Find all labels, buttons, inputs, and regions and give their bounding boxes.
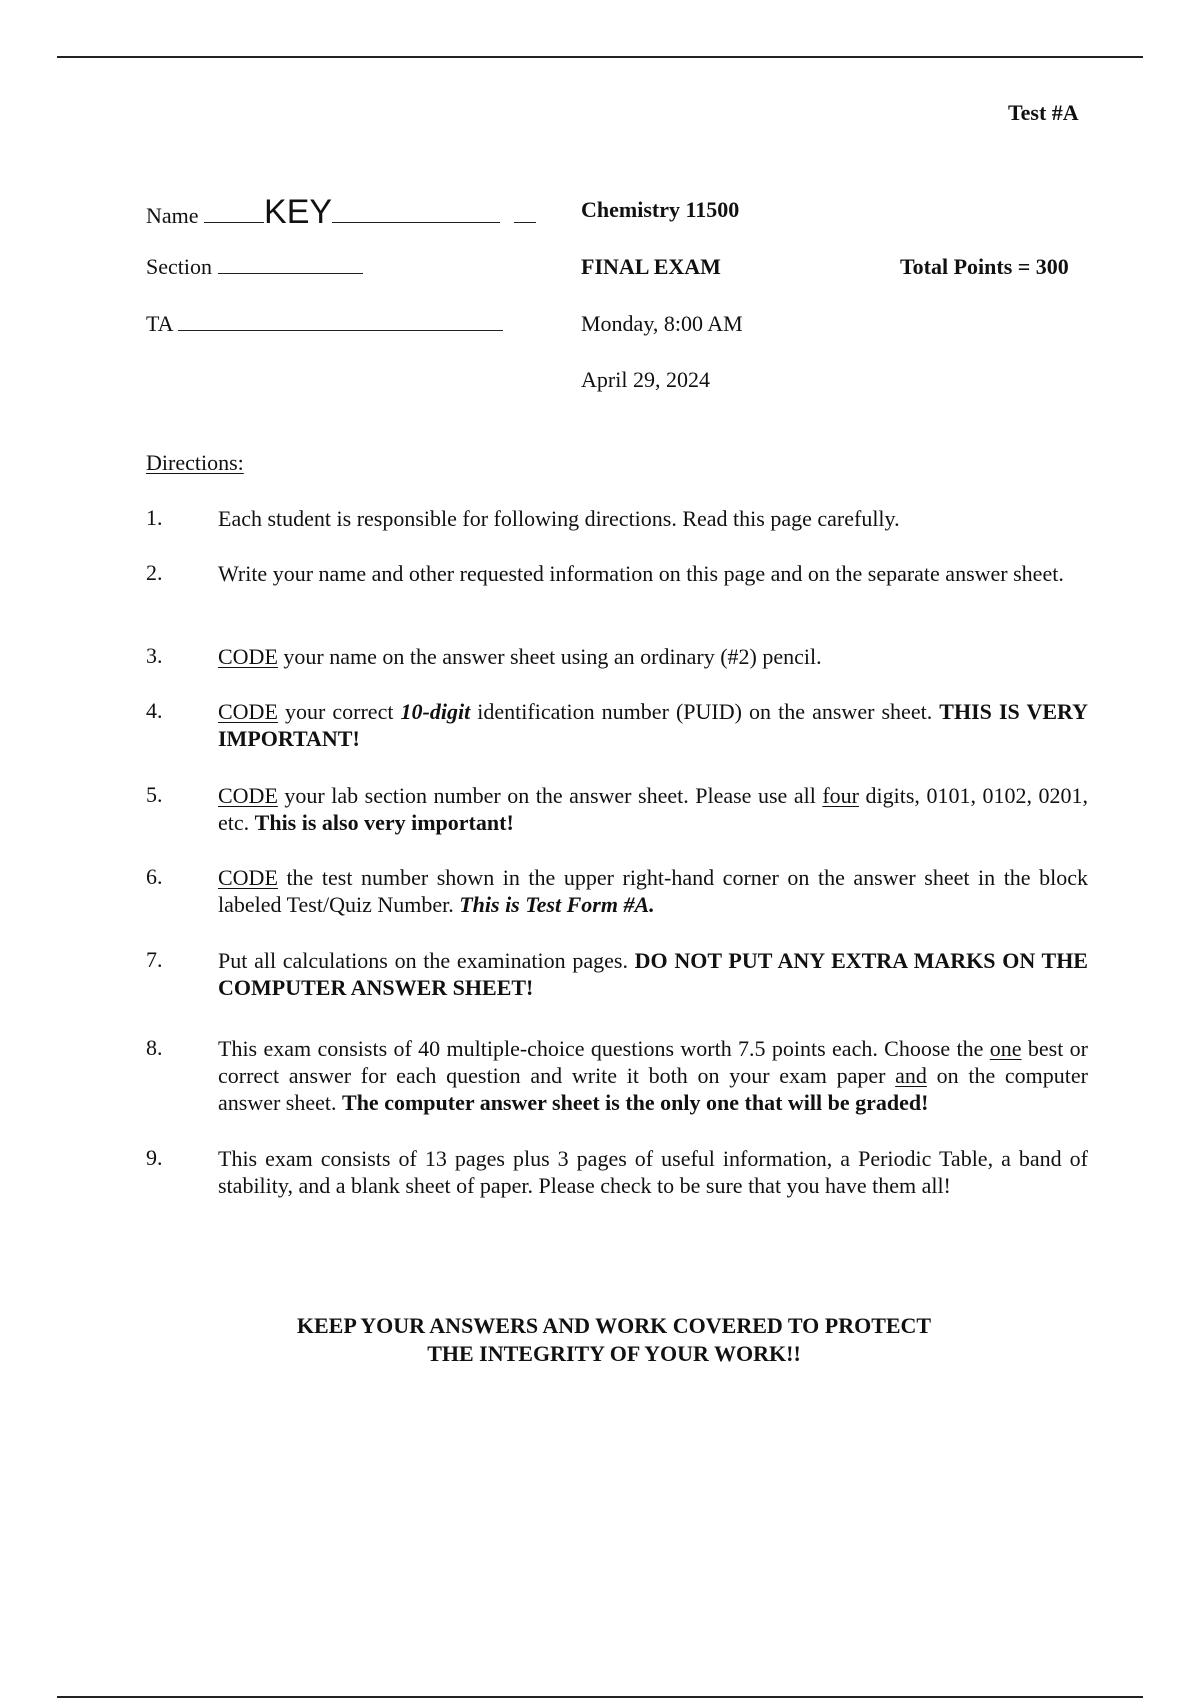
course-name: Chemistry 11500 [581, 197, 740, 222]
ta-field [146, 311, 503, 337]
ta-line [178, 312, 503, 331]
integrity-warning: KEEP YOUR ANSWERS AND WORK COVERED TO PROTECT THE INTEGRITY OF YOUR WORK!! [296, 1313, 932, 1366]
exam-day-time: Monday, 8:00 AM [581, 311, 743, 336]
section-field [146, 254, 363, 280]
bottom-rule [57, 1696, 1143, 1698]
name-value: KEY [264, 193, 333, 231]
section-line [218, 255, 363, 274]
exam-date: April 29, 2024 [581, 367, 710, 392]
total-points: Total Points = 300 [900, 254, 1069, 279]
top-rule [57, 56, 1143, 58]
test-id: Test #A [1008, 100, 1079, 125]
directions-heading: Directions: [146, 450, 244, 475]
section-label: Section [146, 254, 212, 279]
exam-title: FINAL EXAM [581, 254, 721, 279]
ta-label: TA [146, 311, 173, 336]
name-field [146, 193, 536, 232]
name-label: Name [146, 203, 199, 228]
